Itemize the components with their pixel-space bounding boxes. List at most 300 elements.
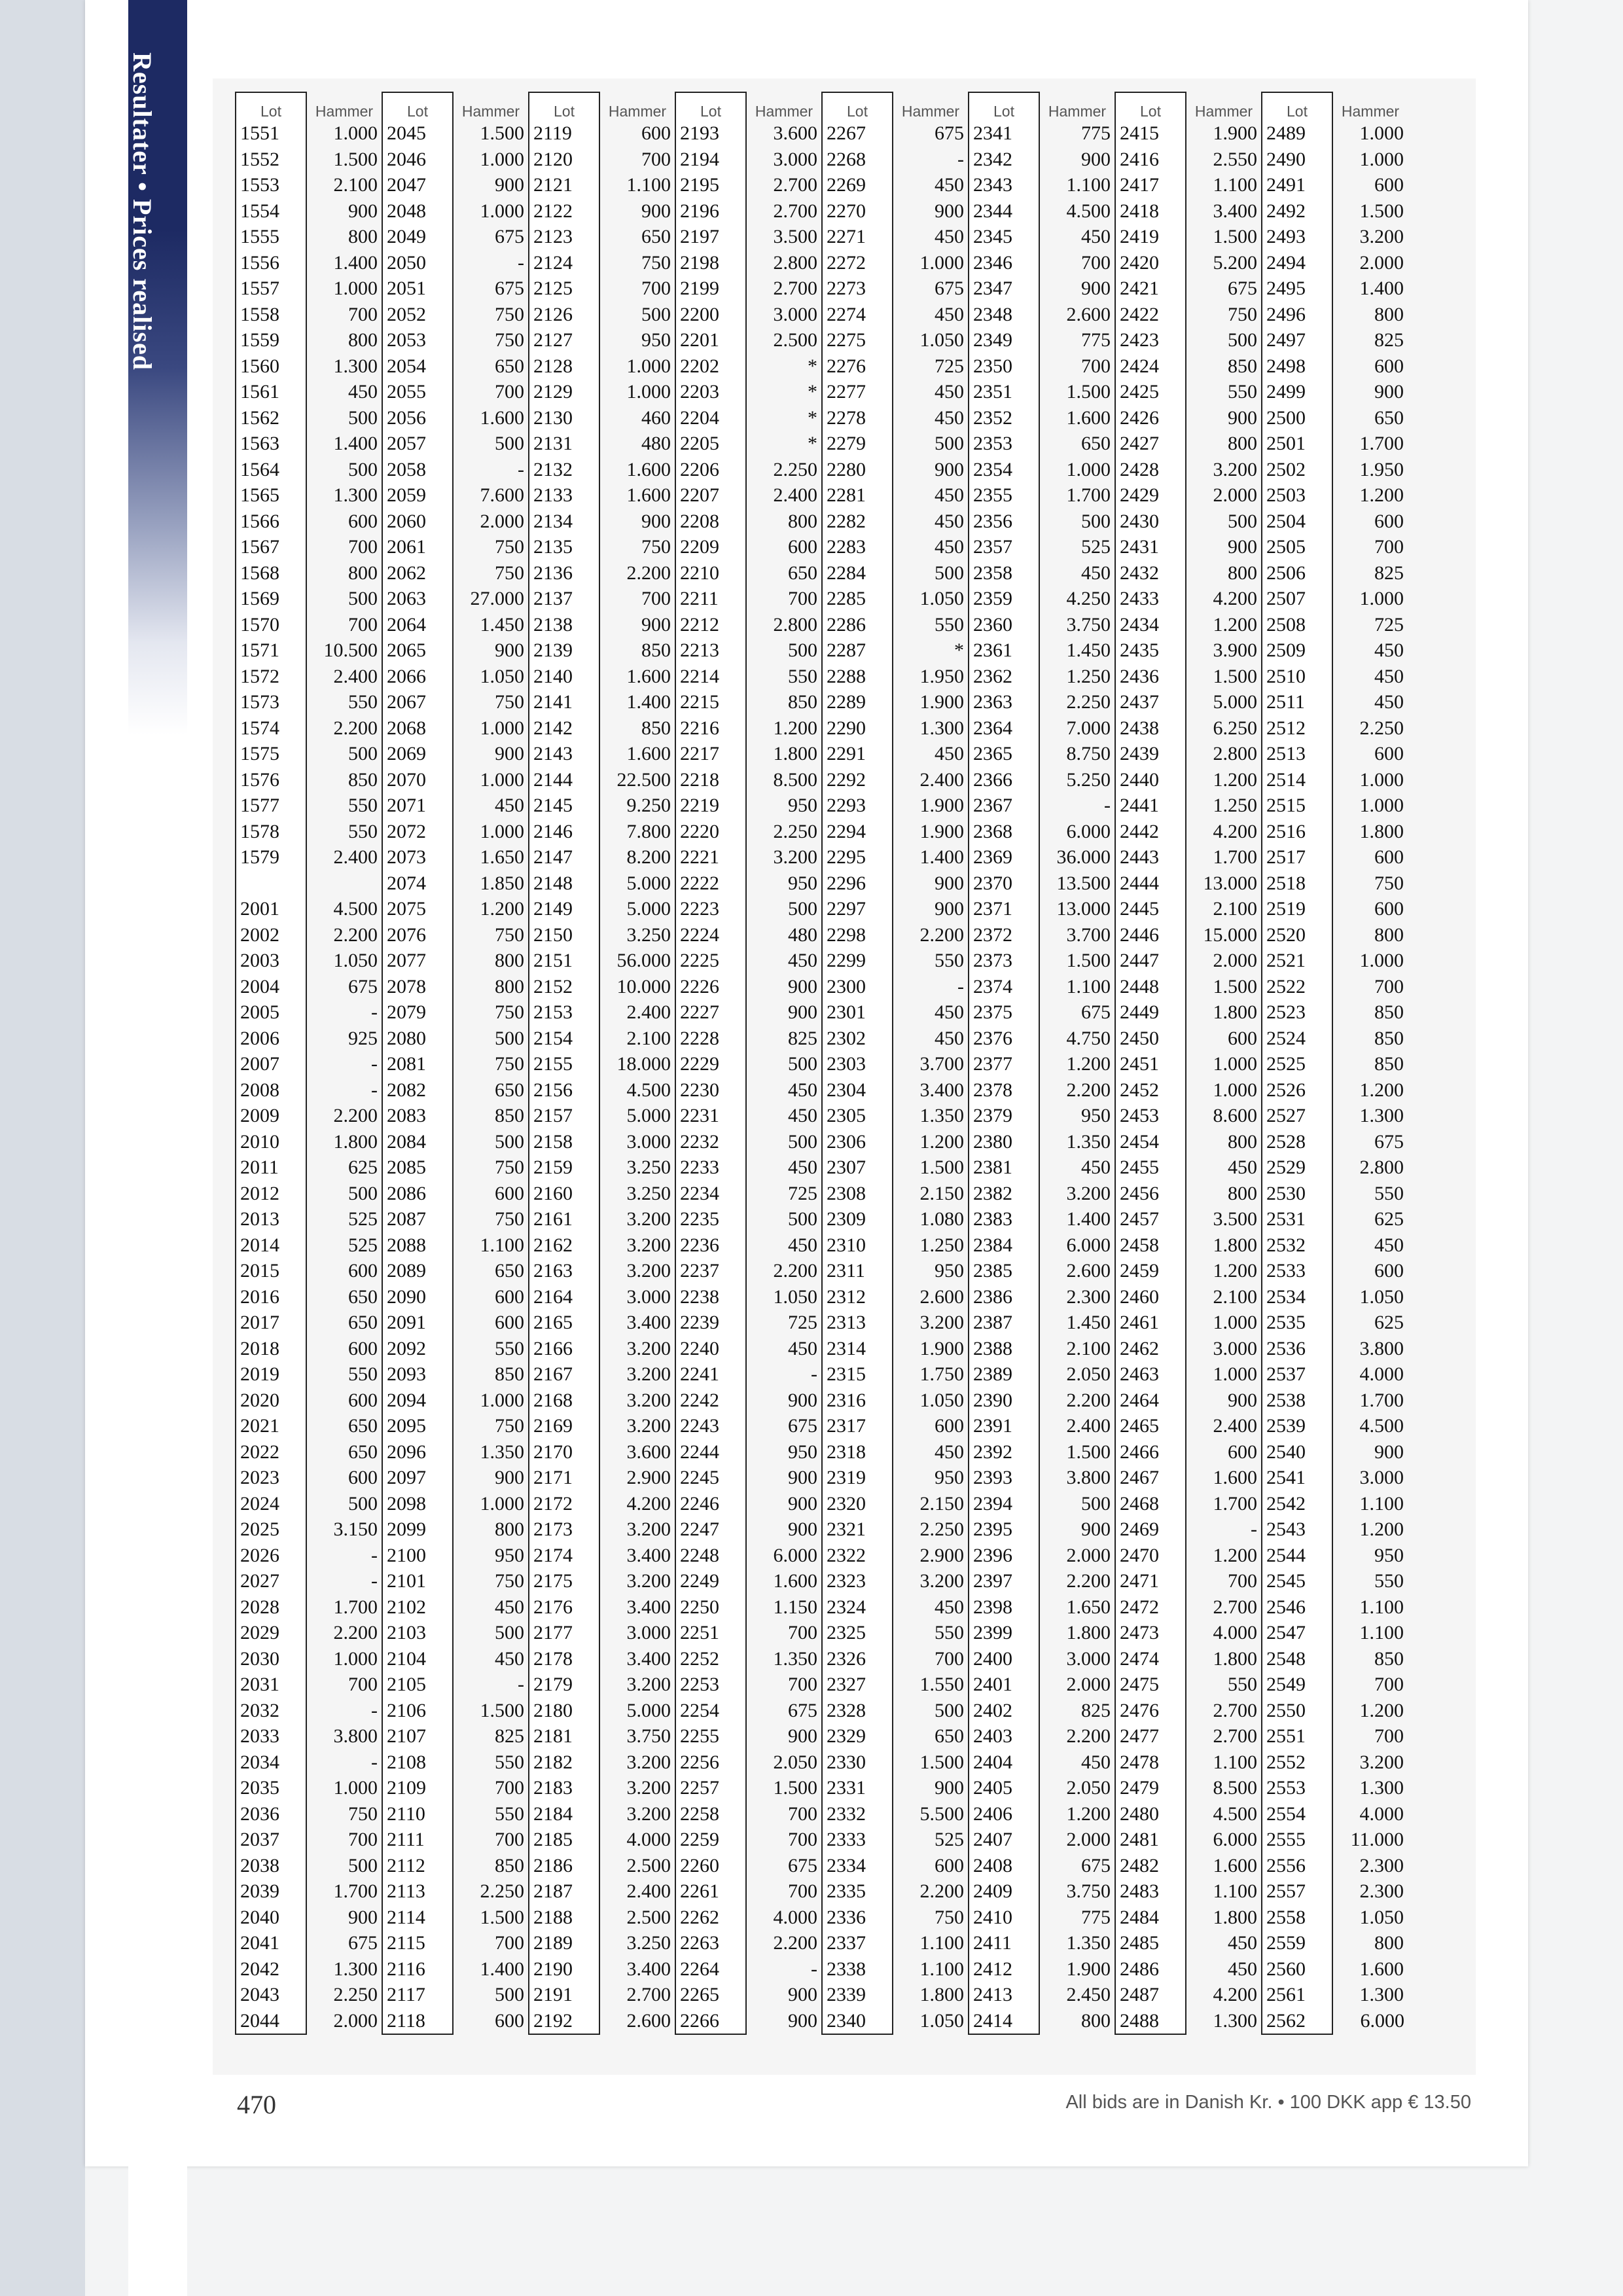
lot-cell: 2246: [675, 1491, 746, 1517]
lot-cell: 2351: [969, 379, 1039, 405]
hammer-cell: 1.050: [919, 329, 964, 351]
lot-cell: 2229: [675, 1051, 746, 1077]
hammer-cell: 1.600: [626, 484, 671, 506]
table-row: [236, 1388, 1408, 1414]
lot-cell: 2550: [1262, 1698, 1332, 1724]
hammer-cell: 2.400: [773, 484, 817, 506]
table-row: [236, 586, 1408, 612]
lot-cell: 2439: [1115, 741, 1186, 767]
hammer-cell: 725: [1374, 613, 1404, 636]
lot-cell: 2418: [1115, 198, 1186, 224]
lot-cell: 1571: [236, 637, 306, 664]
lot-cell: 2073: [382, 844, 453, 870]
lot-cell: 2505: [1262, 534, 1332, 560]
lot-cell: 2173: [529, 1516, 599, 1543]
lot-cell: 2247: [675, 1516, 746, 1543]
lot-cell: 2195: [675, 172, 746, 198]
hammer-cell: 4.500: [1066, 200, 1111, 222]
lot-cell: 2433: [1115, 586, 1186, 612]
hammer-cell: 700: [495, 381, 524, 403]
lot-cell: 2469: [1115, 1516, 1186, 1543]
lot-cell: 2106: [382, 1698, 453, 1724]
lot-cell: 2330: [822, 1749, 893, 1776]
hammer-cell: -: [371, 1751, 378, 1773]
lot-cell: 2022: [236, 1439, 306, 1465]
lot-cell: 2044: [236, 2008, 306, 2035]
lot-cell: 2315: [822, 1361, 893, 1388]
lot-cell: 1563: [236, 431, 306, 457]
lot-cell: 2070: [382, 767, 453, 793]
lot-cell: 2529: [1262, 1155, 1332, 1181]
lot-cell: 2506: [1262, 560, 1332, 586]
lot-cell: 2512: [1262, 715, 1332, 742]
lot-cell: 2495: [1262, 276, 1332, 302]
lot-cell: 2191: [529, 1982, 599, 2008]
lot-cell: 2010: [236, 1129, 306, 1155]
lot-cell: 2228: [675, 1026, 746, 1052]
hammer-cell: 1.350: [480, 1441, 524, 1463]
hammer-cell: 450: [348, 381, 378, 403]
lot-cell: 2490: [1262, 147, 1332, 173]
hammer-cell: 1.000: [480, 820, 524, 842]
table-row: [236, 1077, 1408, 1103]
lot-cell: 2205: [675, 431, 746, 457]
lot-cell: 2291: [822, 741, 893, 767]
hammer-cell: 450: [1228, 1932, 1257, 1954]
lot-cell: 2028: [236, 1594, 306, 1621]
hammer-cell: 450: [495, 795, 524, 816]
table-row: [236, 715, 1408, 742]
hammer-cell: 450: [1081, 1751, 1111, 1773]
lot-cell: 2543: [1262, 1516, 1332, 1543]
lot-cell: 2466: [1115, 1439, 1186, 1465]
hammer-cell: 1.250: [1213, 795, 1257, 816]
hammer-cell: 450: [1228, 1958, 1257, 1980]
hammer-cell: 1.100: [1213, 1751, 1257, 1773]
lot-cell: 2130: [529, 405, 599, 431]
hammer-cell: 1.900: [919, 795, 964, 816]
header-lot: Lot: [1115, 92, 1186, 120]
lot-cell: 2540: [1262, 1439, 1332, 1465]
lot-cell: 2163: [529, 1258, 599, 1284]
hammer-cell: 950: [495, 1544, 524, 1566]
lot-cell: 2113: [382, 1878, 453, 1905]
hammer-cell: 1.400: [480, 1958, 524, 1980]
lot-cell: 2406: [969, 1801, 1039, 1827]
hammer-cell: 450: [788, 1105, 817, 1126]
lot-cell: 2056: [382, 405, 453, 431]
hammer-cell: 1.900: [919, 820, 964, 842]
hammer-cell: 1.350: [919, 1105, 964, 1126]
hammer-cell: 850: [1374, 1027, 1404, 1049]
lot-cell: 2031: [236, 1672, 306, 1698]
hammer-cell: 700: [788, 1880, 817, 1902]
lot-cell: 2294: [822, 819, 893, 845]
hammer-cell: 500: [348, 588, 378, 609]
hammer-cell: -: [1104, 795, 1111, 816]
lot-cell: 2032: [236, 1698, 306, 1724]
hammer-cell: 900: [495, 743, 524, 764]
lot-cell: 2235: [675, 1206, 746, 1232]
hammer-cell: 900: [641, 510, 671, 532]
hammer-cell: 2.250: [773, 458, 817, 480]
hammer-cell: 1.900: [919, 1337, 964, 1359]
lot-cell: 2331: [822, 1775, 893, 1801]
hammer-cell: 500: [788, 898, 817, 920]
hammer-cell: 3.200: [1359, 226, 1404, 247]
hammer-cell: 1.050: [919, 1389, 964, 1411]
hammer-cell: 675: [788, 1415, 817, 1437]
table-row: [236, 509, 1408, 535]
lot-cell: 2211: [675, 586, 746, 612]
lot-cell: 2337: [822, 1930, 893, 1956]
hammer-cell: 2.000: [1066, 1829, 1111, 1850]
lot-cell: 2561: [1262, 1982, 1332, 2008]
lot-cell: 1556: [236, 250, 306, 276]
lot-cell: 2444: [1115, 870, 1186, 897]
hammer-cell: 3.200: [626, 1751, 671, 1773]
lot-cell: 2124: [529, 250, 599, 276]
lot-cell: 2081: [382, 1051, 453, 1077]
hammer-cell: 600: [495, 1285, 524, 1308]
lot-cell: 2371: [969, 896, 1039, 922]
hammer-cell: -: [371, 1699, 378, 1721]
hammer-cell: 1.000: [1213, 1053, 1257, 1075]
lot-cell: 2493: [1262, 224, 1332, 250]
hammer-cell: 450: [935, 381, 964, 403]
hammer-cell: 500: [495, 1622, 524, 1643]
lot-cell: 2460: [1115, 1284, 1186, 1310]
lot-cell: 2359: [969, 586, 1039, 612]
lot-cell: 2324: [822, 1594, 893, 1621]
hammer-cell: 5.000: [626, 872, 671, 894]
lot-cell: 2412: [969, 1956, 1039, 1982]
hammer-cell: 2.800: [773, 613, 817, 636]
hammer-cell: 15.000: [1203, 924, 1257, 946]
hammer-cell: -: [957, 148, 964, 170]
lot-cell: 2430: [1115, 509, 1186, 535]
lot-cell: 2108: [382, 1749, 453, 1776]
lot-cell: 2382: [969, 1181, 1039, 1207]
hammer-cell: 800: [495, 950, 524, 971]
hammer-cell: 950: [788, 795, 817, 816]
lot-cell: 2297: [822, 896, 893, 922]
lot-cell: 2240: [675, 1336, 746, 1362]
hammer-cell: 3.800: [333, 1725, 378, 1747]
hammer-cell: 950: [788, 1441, 817, 1463]
hammer-cell: 5.250: [1066, 768, 1111, 791]
lot-cell: 2003: [236, 948, 306, 974]
page-number: 470: [237, 2090, 276, 2119]
table-row: [236, 1698, 1408, 1724]
lot-cell: 2145: [529, 793, 599, 819]
table-row: [236, 1310, 1408, 1336]
lot-cell: 2064: [382, 612, 453, 638]
lot-cell: 2251: [675, 1620, 746, 1646]
hammer-cell: 1.600: [626, 458, 671, 480]
lot-cell: 2063: [382, 586, 453, 612]
hammer-cell: 750: [495, 1570, 524, 1592]
lot-cell: 2386: [969, 1284, 1039, 1310]
lot-cell: 2309: [822, 1206, 893, 1232]
hammer-cell: 1.200: [1359, 1699, 1404, 1721]
hammer-cell: 700: [788, 588, 817, 609]
lot-cell: 2004: [236, 974, 306, 1000]
hammer-cell: 450: [1081, 226, 1111, 247]
hammer-cell: 4.500: [1359, 1415, 1404, 1437]
hammer-cell: 2.400: [1066, 1415, 1111, 1437]
lot-cell: 2077: [382, 948, 453, 974]
lot-cell: 2462: [1115, 1336, 1186, 1362]
hammer-cell: 1.800: [1066, 1622, 1111, 1643]
lot-cell: 2523: [1262, 999, 1332, 1026]
background-left: [0, 0, 85, 2296]
hammer-cell: 900: [495, 174, 524, 196]
lot-cell: 2426: [1115, 405, 1186, 431]
lot-cell: 1572: [236, 664, 306, 690]
table-row: [236, 1258, 1408, 1284]
lot-cell: 2244: [675, 1439, 746, 1465]
lot-cell: 2367: [969, 793, 1039, 819]
lot-cell: 2424: [1115, 353, 1186, 380]
footer-note: All bids are in Danish Kr. • 100 DKK app € 13.50: [1065, 2092, 1471, 2113]
lot-cell: 2137: [529, 586, 599, 612]
hammer-cell: 2.200: [773, 1932, 817, 1954]
lot-cell: 2273: [822, 276, 893, 302]
lot-cell: 2467: [1115, 1465, 1186, 1491]
table-row: [236, 276, 1408, 302]
lot-cell: 2321: [822, 1516, 893, 1543]
hammer-cell: 4.200: [626, 1492, 671, 1515]
hammer-cell: 2.050: [1066, 1777, 1111, 1799]
hammer-cell: 600: [348, 1467, 378, 1488]
hammer-cell: 1.100: [480, 1234, 524, 1256]
lot-cell: 2221: [675, 844, 746, 870]
hammer-cell: 4.200: [1213, 820, 1257, 842]
header-hammer: Hammer: [1048, 103, 1107, 120]
lot-cell: 2078: [382, 974, 453, 1000]
hammer-cell: 950: [935, 1467, 964, 1488]
lot-cell: 2333: [822, 1827, 893, 1853]
table-row: [236, 1103, 1408, 1129]
table-row: [236, 1827, 1408, 1853]
lot-cell: 2470: [1115, 1543, 1186, 1569]
hammer-cell: 2.100: [1213, 1285, 1257, 1308]
lot-cell: 2155: [529, 1051, 599, 1077]
hammer-cell: 825: [1374, 329, 1404, 351]
lot-cell: 2335: [822, 1878, 893, 1905]
table-row: [236, 948, 1408, 974]
hammer-cell: 3.400: [919, 1079, 964, 1101]
lot-cell: 2259: [675, 1827, 746, 1853]
lot-cell: 2016: [236, 1284, 306, 1310]
hammer-cell: 450: [935, 303, 964, 325]
hammer-cell: 7.600: [480, 484, 524, 506]
hammer-cell: 2.200: [1066, 1725, 1111, 1747]
hammer-cell: 1.000: [480, 768, 524, 791]
hammer-cell: 500: [348, 1854, 378, 1876]
hammer-cell: 450: [495, 1647, 524, 1670]
lot-cell: 2302: [822, 1026, 893, 1052]
hammer-cell: 1.200: [773, 717, 817, 739]
lot-cell: 2019: [236, 1361, 306, 1388]
hammer-cell: 850: [641, 639, 671, 661]
hammer-cell: 500: [935, 433, 964, 454]
lot-cell: 2461: [1115, 1310, 1186, 1336]
hammer-cell: 800: [1228, 1130, 1257, 1153]
hammer-cell: 525: [348, 1234, 378, 1256]
lot-cell: 2544: [1262, 1543, 1332, 1569]
hammer-cell: 725: [935, 355, 964, 377]
lot-cell: 2167: [529, 1361, 599, 1388]
lot-cell: 2034: [236, 1749, 306, 1776]
hammer-cell: 900: [935, 898, 964, 920]
hammer-cell: 3.200: [626, 1777, 671, 1799]
hammer-cell: 1.700: [1066, 484, 1111, 506]
hammer-cell: 2.600: [1066, 303, 1111, 325]
lot-cell: 2141: [529, 689, 599, 715]
lot-cell: 2554: [1262, 1801, 1332, 1827]
hammer-cell: 625: [1374, 1312, 1404, 1333]
lot-cell: 2480: [1115, 1801, 1186, 1827]
hammer-cell: 600: [935, 1415, 964, 1437]
hammer-cell: 600: [1228, 1441, 1257, 1463]
hammer-cell: 2.900: [919, 1544, 964, 1566]
hammer-cell: 675: [1228, 278, 1257, 299]
hammer-cell: 1.500: [1213, 226, 1257, 247]
lot-cell: 2404: [969, 1749, 1039, 1776]
hammer-cell: 500: [1081, 1492, 1111, 1515]
lot-cell: 2047: [382, 172, 453, 198]
lot-cell: 2102: [382, 1594, 453, 1621]
lot-cell: 2238: [675, 1284, 746, 1310]
lot-cell: 2110: [382, 1801, 453, 1827]
lot-cell: 2249: [675, 1568, 746, 1594]
hammer-cell: 2.200: [919, 1880, 964, 1902]
lot-cell: 2181: [529, 1723, 599, 1749]
hammer-cell: 9.250: [626, 795, 671, 816]
hammer-cell: 600: [641, 122, 671, 144]
lot-cell: 2377: [969, 1051, 1039, 1077]
hammer-cell: 600: [348, 510, 378, 532]
hammer-cell: 2.400: [333, 846, 378, 868]
hammer-cell: 450: [935, 510, 964, 532]
lot-cell: 2380: [969, 1129, 1039, 1155]
hammer-cell: 600: [495, 1182, 524, 1204]
lot-cell: 2068: [382, 715, 453, 742]
hammer-cell: 500: [348, 1182, 378, 1204]
lot-cell: 2274: [822, 302, 893, 328]
lot-cell: 1579: [236, 844, 306, 870]
hammer-cell: 700: [348, 1829, 378, 1850]
lot-cell: 1569: [236, 586, 306, 612]
lot-cell: 2169: [529, 1413, 599, 1439]
hammer-cell: 1.050: [1359, 1285, 1404, 1308]
hammer-cell: 725: [788, 1182, 817, 1204]
hammer-cell: 700: [788, 1803, 817, 1825]
hammer-cell: 1.300: [333, 484, 378, 506]
hammer-cell: 2.150: [919, 1492, 964, 1515]
hammer-cell: 925: [348, 1027, 378, 1049]
hammer-cell: 1.400: [919, 846, 964, 868]
lot-cell: 2239: [675, 1310, 746, 1336]
hammer-cell: 675: [1081, 1854, 1111, 1876]
lot-cell: 2147: [529, 844, 599, 870]
lot-cell: 2379: [969, 1103, 1039, 1129]
lot-cell: 2074: [382, 870, 453, 897]
hammer-cell: 725: [788, 1312, 817, 1333]
lot-cell: 2237: [675, 1258, 746, 1284]
lot-cell: 2177: [529, 1620, 599, 1646]
lot-cell: 2314: [822, 1336, 893, 1362]
lot-cell: 1575: [236, 741, 306, 767]
hammer-cell: 500: [495, 1984, 524, 2005]
hammer-cell: 8.500: [773, 768, 817, 791]
hammer-cell: 6.000: [1360, 2010, 1404, 2032]
hammer-cell: 700: [495, 1932, 524, 1954]
table-row: [236, 482, 1408, 509]
hammer-cell: 4.000: [773, 1906, 817, 1928]
lot-cell: 2381: [969, 1155, 1039, 1181]
hammer-cell: 450: [1228, 1157, 1257, 1178]
lot-cell: 2361: [969, 637, 1039, 664]
hammer-cell: 3.200: [919, 1312, 964, 1333]
lot-cell: 2482: [1115, 1853, 1186, 1879]
hammer-cell: 1.400: [1066, 1208, 1111, 1230]
lot-cell: 2296: [822, 870, 893, 897]
hammer-cell: 500: [495, 1130, 524, 1153]
lot-cell: 2116: [382, 1956, 453, 1982]
hammer-cell: 1.800: [1213, 1647, 1257, 1670]
hammer-cell: 3.200: [626, 1570, 671, 1592]
lot-cell: 1573: [236, 689, 306, 715]
hammer-cell: 675: [495, 226, 524, 247]
hammer-cell: 900: [935, 1777, 964, 1799]
lot-cell: 2366: [969, 767, 1039, 793]
hammer-cell: 1.000: [333, 122, 378, 144]
lot-cell: 2275: [822, 327, 893, 353]
hammer-cell: 900: [348, 200, 378, 222]
lot-cell: 2385: [969, 1258, 1039, 1284]
lot-cell: 2220: [675, 819, 746, 845]
lot-cell: 2226: [675, 974, 746, 1000]
hammer-cell: 4.000: [626, 1829, 671, 1850]
hammer-cell: 4.200: [1213, 588, 1257, 609]
hammer-cell: 2.400: [626, 1880, 671, 1902]
hammer-cell: 500: [495, 1027, 524, 1049]
hammer-cell: 450: [1374, 639, 1404, 661]
table-row: [236, 1982, 1408, 2008]
hammer-cell: -: [371, 1544, 378, 1566]
hammer-cell: 3.250: [626, 1182, 671, 1204]
lot-cell: 2126: [529, 302, 599, 328]
hammer-cell: 1.600: [1066, 406, 1111, 429]
lot-cell: 2536: [1262, 1336, 1332, 1362]
hammer-cell: 3.750: [1066, 1880, 1111, 1902]
hammer-cell: 3.000: [626, 1622, 671, 1643]
lot-cell: 2365: [969, 741, 1039, 767]
lot-cell: 2327: [822, 1672, 893, 1698]
lot-cell: 2103: [382, 1620, 453, 1646]
table-row: [236, 1413, 1408, 1439]
hammer-cell: 750: [348, 1803, 378, 1825]
hammer-cell: 900: [641, 200, 671, 222]
lot-cell: 2372: [969, 922, 1039, 948]
lot-cell: 2555: [1262, 1827, 1332, 1853]
hammer-cell: 5.000: [1213, 691, 1257, 713]
hammer-cell: 625: [348, 1157, 378, 1178]
lot-cell: 2005: [236, 999, 306, 1026]
